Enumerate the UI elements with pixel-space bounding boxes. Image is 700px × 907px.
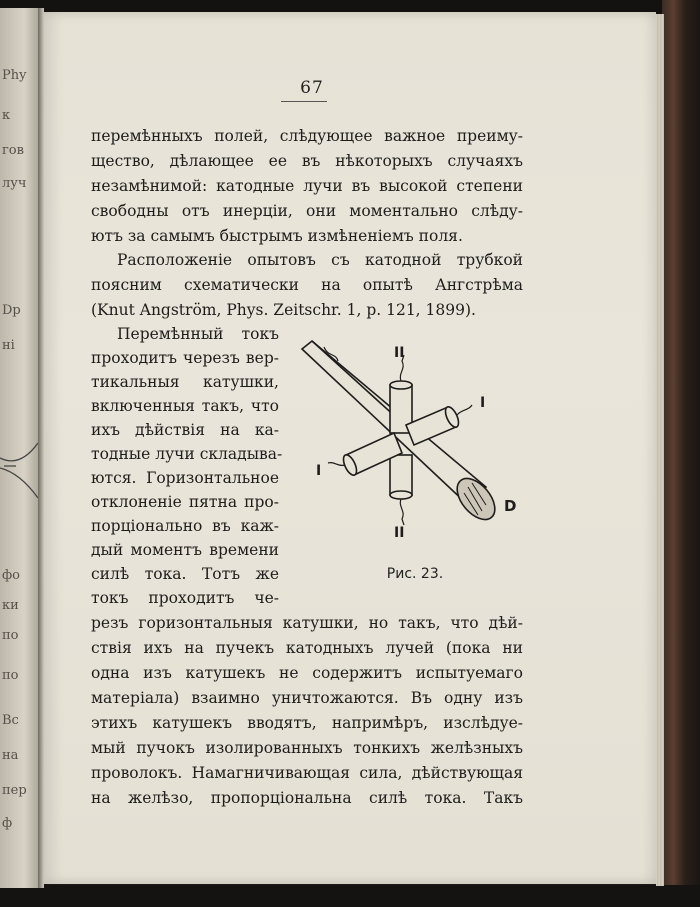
page-edges bbox=[656, 14, 664, 886]
page-number-rule bbox=[281, 101, 327, 102]
text-line: ихъ дѣйствiя на ка- bbox=[91, 421, 279, 439]
left-page-fragment: по bbox=[2, 628, 19, 643]
text-line: свободны отъ инерцiи, они моментально слѣду- bbox=[91, 202, 523, 220]
text-line: тодные лучи складыва- bbox=[91, 445, 283, 463]
left-page-fragment: Phy bbox=[2, 68, 27, 83]
figure-label-end: D bbox=[504, 497, 517, 515]
text-line: этихъ катушекъ вводятъ, напримѣръ, изслѣдуе- bbox=[91, 714, 523, 732]
left-page-fragment: луч bbox=[2, 176, 27, 191]
text-line: порцiонально въ каж- bbox=[91, 517, 279, 535]
left-page-fragment: на bbox=[2, 748, 19, 763]
left-page-fragment: фо bbox=[2, 568, 21, 583]
left-page-fragment: Dp bbox=[2, 303, 21, 318]
text-line: одна изъ катушекъ не содержитъ испытуемаго bbox=[91, 664, 523, 682]
text-line: (Knut Angström, Phys. Zeitschr. 1, p. 121, 1899). bbox=[91, 301, 476, 319]
text-line: незамѣнимой: катодные лучи въ высокой степени bbox=[91, 177, 523, 195]
text-line: щество, дѣлающее ее въ нѣкоторыхъ случаяхъ bbox=[91, 152, 523, 170]
text-line: проволокъ. Намагничивающая сила, дѣйствующая bbox=[91, 764, 523, 782]
book-binding bbox=[662, 0, 700, 907]
text-line: дый моментъ времени bbox=[91, 541, 279, 559]
figure-label-top: II bbox=[394, 345, 405, 361]
figure-caption: Рис. 23. bbox=[386, 566, 444, 582]
text-line: матерiала) взаимно уничтожаются. Въ одну изъ bbox=[91, 689, 523, 707]
text-line: проходитъ черезъ вер- bbox=[91, 349, 279, 367]
text-line: на желѣзо, пропорцiональна силѣ тока. Такъ bbox=[91, 789, 523, 807]
left-page-fragment: нi bbox=[2, 338, 15, 353]
text-line: перемѣнныхъ полей, слѣдующее важное преиму- bbox=[91, 127, 523, 145]
left-page-fragment: пер bbox=[2, 783, 27, 798]
figure-cathode-tube bbox=[298, 337, 528, 547]
figure-label-right: I bbox=[480, 395, 486, 411]
text-line: включенныя такъ, что bbox=[91, 397, 279, 415]
left-page-fragment: ф bbox=[2, 816, 13, 831]
left-page-fragment: к bbox=[2, 108, 11, 123]
figure-label-left: I bbox=[316, 463, 322, 479]
left-page-fragment: по bbox=[2, 668, 19, 683]
left-page-fragment: ки bbox=[2, 598, 19, 613]
left-page-fragment: Вс bbox=[2, 713, 19, 728]
text-line: Расположенiе опытовъ съ катодной трубкой bbox=[117, 251, 523, 269]
page-number: 67 bbox=[300, 78, 324, 98]
left-page-diagram-fragment bbox=[0, 428, 40, 518]
left-page-edge bbox=[0, 8, 40, 888]
text-line: ствiя ихъ на пучекъ катодныхъ лучей (пока ни bbox=[91, 639, 523, 657]
left-page-fragment: гов bbox=[2, 143, 24, 158]
text-line: отклоненiе пятна про- bbox=[91, 493, 279, 511]
text-line: ютъ за самымъ быстрымъ измѣненiемъ поля. bbox=[91, 227, 463, 245]
text-line: ются. Горизонтальное bbox=[91, 469, 279, 487]
text-line: мый пучокъ изолированныхъ тонкихъ желѣзныхъ bbox=[91, 739, 523, 757]
text-line: Перемѣнный токъ bbox=[117, 325, 279, 343]
text-line: резъ горизонтальныя катушки, но такъ, что дѣй- bbox=[91, 614, 523, 632]
text-line: силѣ тока. Тотъ же bbox=[91, 565, 279, 583]
text-line: токъ проходитъ че- bbox=[91, 589, 279, 607]
figure-label-bottom: II bbox=[394, 525, 405, 541]
text-line: тикальныя катушки, bbox=[91, 373, 279, 391]
text-line: поясним схематически на опытѣ Ангстрѣма bbox=[91, 276, 523, 294]
background-bottom bbox=[0, 885, 700, 907]
